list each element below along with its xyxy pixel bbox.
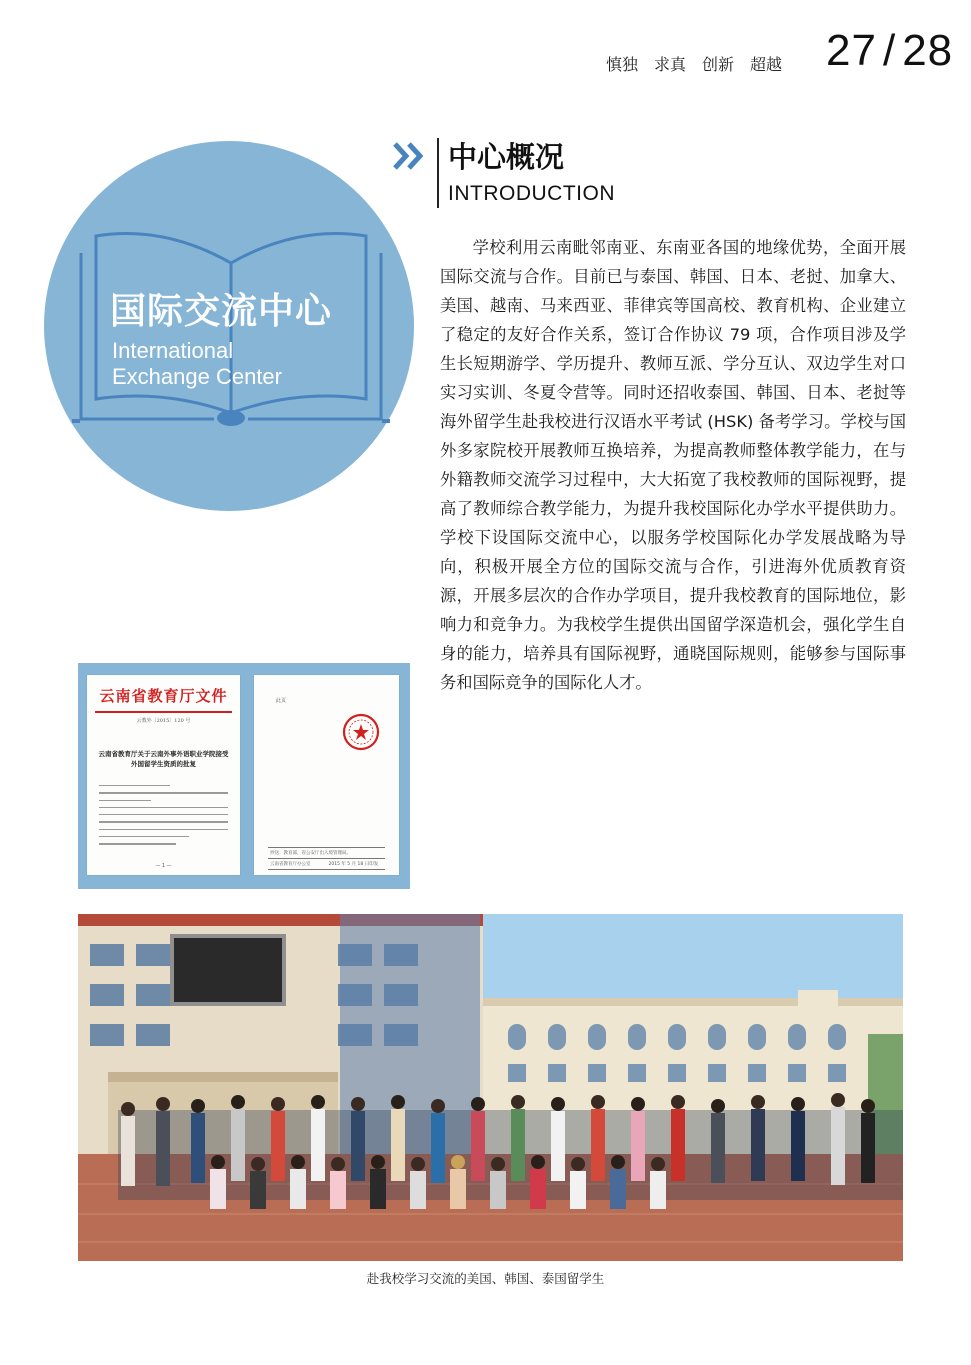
document-page-note: 此页 <box>276 698 287 704</box>
document-page-2 <box>254 675 399 875</box>
footer-rule-3 <box>268 869 385 870</box>
page-number <box>826 26 953 76</box>
page-current: 27 <box>826 26 877 75</box>
document-cc: 抄送：教育部，省公安厅出入境管理局。 <box>270 851 351 856</box>
document-header: 云南省教育厅文件 <box>99 687 228 705</box>
document-issuer: 云南省教育厅办公室 2015 年 5 月 18 日印发 <box>270 862 379 867</box>
document-body-lines <box>99 785 228 851</box>
introduction-paragraph: 学校利用云南毗邻南亚、东南亚各国的地缘优势，全面开展国际交流与合作。目前已与泰国、韩国、日本、老挝、加拿大、美国、越南、马来西亚、菲律宾等国高校、教育机构、企业建立了稳定的友好合作关系，签订合作协议 79 项，合作项目涉及学生长短期游学、学历提升、教师互派、学分互认、双边学生对口实习实训、冬夏令营等。同时还招收泰国、韩国、日本、老挝等海外留学生赴我校进行汉语水平考试 (HSK) 备考学习。学校与国外多家院校开展教师互换培养，为提高教师整体教学能力，在与外籍教师交流学习过程中，大大拓宽了我校教师的国际视野，提高了教师综合教学能力，为提升我校国际化办学水平提供助力。学校下设国际交流中心，以服务学校国际化办学发展战略为导向，积极开展全方位的国际交流与合作，引进海外优质教育资源，开展多层次的合作办学项目，提升我校教育的国际地位，影响力和竞争力。为我校学生提供出国留学深造机会，强化学生自身的能力，培养具有国际视野，通晓国际规则，能够参与国际事务和国际竞争的国际化人才。 <box>440 238 906 692</box>
badge-title-cn: 国际交流中心 <box>110 291 333 332</box>
badge-title-en-line2: Exchange Center <box>112 364 282 389</box>
page-total: 28 <box>902 26 954 75</box>
document-number: 云教外〔2015〕120 号 <box>136 718 191 724</box>
footer-rule-1 <box>268 847 385 848</box>
photo-caption: 赴我校学习交流的美国、韩国、泰国留学生 <box>366 1271 605 1286</box>
badge-title-en-line1: International <box>112 338 234 363</box>
badge-title-en <box>112 338 282 390</box>
title-divider <box>437 138 439 208</box>
document-images <box>78 663 410 889</box>
document-title: 云南省教育厅关于云南外事外语职业学院接受外国留学生资质的批复 <box>98 750 229 768</box>
red-rule <box>95 711 232 713</box>
page-separator: / <box>882 26 897 75</box>
section-title: 中心概况 <box>448 140 565 174</box>
official-seal-icon <box>342 713 380 751</box>
document-page-number: — 1 — <box>155 863 172 869</box>
footer-rule-2 <box>268 858 385 859</box>
motto: 慎独 求真 创新 超越 <box>606 55 783 74</box>
document-page-1 <box>87 675 240 875</box>
group-photo <box>78 914 903 1261</box>
section-subtitle: INTRODUCTION <box>448 182 615 205</box>
